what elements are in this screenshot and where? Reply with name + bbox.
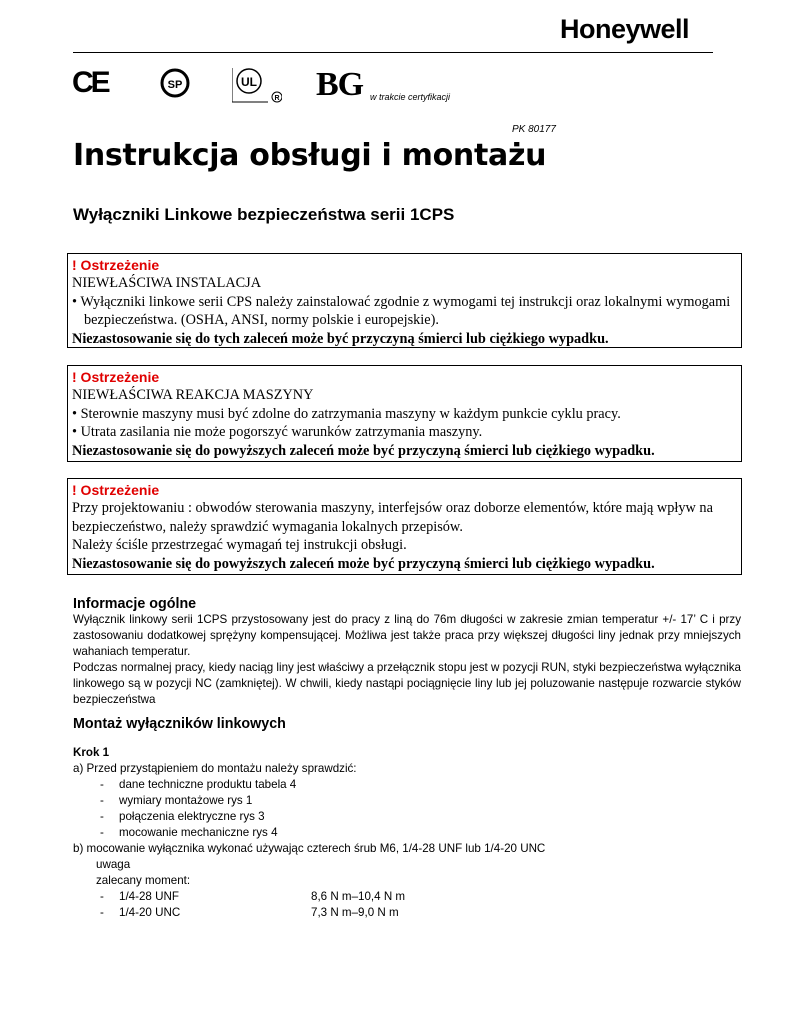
page-title: Instrukcja obsługi i montażu [73,138,547,173]
step-b: b) mocowanie wyłącznika wykonać używając czterech śrub M6, 1/4-28 UNF lub 1/4-20 UNC [73,842,546,855]
warning-box-machine-reaction [67,365,742,462]
check-item: mocowanie mechaniczne rys 4 [119,826,278,839]
dash: - [100,778,104,791]
check-item: połączenia elektryczne rys 3 [119,810,265,823]
warning-bullet: • Utrata zasilania nie może pogorszyć warunków zatrzymania maszyny. [72,424,483,440]
dash: - [100,906,104,919]
check-item: dane techniczne produktu tabela 4 [119,778,297,791]
ul-mark-icon [232,66,282,106]
warning-heading: ! Ostrzeżenie [72,369,160,385]
section-heading-mounting: Montaż wyłączników linkowych [73,716,286,732]
torque-thread: 1/4-28 UNF [119,890,179,903]
check-item: wymiary montażowe rys 1 [119,794,253,807]
honeywell-logo: Honeywell [560,14,690,44]
warning-box-installation [67,253,742,348]
general-paragraph-1: Wyłącznik linkowy serii 1CPS przystosowany jest do pracy z liną do 76m długości w zakresie zmian temperatur +/- 17’ C i przy zastosowaniu dodatkowej sprężyny kompensującej. Możliwa jest także praca przy większej długości liny jednak przy mniejszych wahaniach temperatur. [73,613,741,658]
doc-code: PK 80177 [512,124,556,135]
svg-text:R: R [274,95,280,102]
torque-label: zalecany moment: [96,874,191,887]
page-subtitle: Wyłączniki Linkowe bezpieczeństwa serii 1CPS [73,205,455,224]
torque-thread: 1/4-20 UNC [119,906,181,919]
dash: - [100,890,104,903]
step-label: Krok 1 [73,746,110,759]
section-heading-general: Informacje ogólne [73,596,197,612]
warning-heading: ! Ostrzeżenie [72,257,160,273]
dash: - [100,810,104,823]
svg-text:SP: SP [167,79,183,91]
torque-value: 8,6 N m–10,4 N m [311,890,406,903]
warning-caps: NIEWŁAŚCIWA INSTALACJA [72,275,262,291]
warning-bullet: • Sterownie maszyny musi być zdolne do zatrzymania maszyny w każdym punkcie cyklu pracy. [72,405,621,422]
note-label: uwaga [96,858,131,871]
warning-bullet-text: Utrata zasilania nie może pogorszyć warunków zatrzymania maszyny. [80,424,483,440]
header-rule [73,52,713,53]
warning-text: Przy projektowaniu : obwodów sterowania maszyny, interfejsów oraz doborze elementów, które mają wpływ na bezpieczeństwo, należy sprawdzić wymagania lokalnych przepisów. [72,500,713,535]
step-a: a) Przed przystąpieniem do montażu należy sprawdzić: [73,762,357,775]
svg-text:UL: UL [241,75,257,89]
warning-footer: Niezastosowanie się do tych zaleceń może być przyczyną śmierci lub ciężkiego wypadku. [72,330,609,347]
warning-text: Należy ściśle przestrzegać wymagań tej instrukcji obsługi. [72,537,407,553]
dash: - [100,826,104,839]
warning-footer: Niezastosowanie się do powyższych zaleceń może być przyczyną śmierci lub ciężkiego wypadku. [72,555,655,572]
general-paragraph-2: Podczas normalnej pracy, kiedy naciąg liny jest właściwy a przełącznik stopu jest w pozycji RUN, styki bezpieczeństwa wyłącznika linkowego są w pozycji NC (zamkniętej). W chwili, kiedy nastąpi pociągnięcie liny lub jej poluzowanie następuje rozwarcie styków bezpieczeństwa [73,661,741,706]
csa-mark-icon [160,68,190,98]
dash: - [100,794,104,807]
warning-bullet: • Wyłączniki linkowe serii CPS należy zainstalować zgodnie z wymogami tej instrukcji oraz lokalnymi wymogami bezpieczeństwa. (OSHA, ANSI, normy polskie i europejskie). [72,293,731,328]
warning-heading: ! Ostrzeżenie [72,482,160,498]
warning-bullet-text: Sterownie maszyny musi być zdolne do zatrzymania maszyny w każdym punkcie cyklu pracy. [80,405,621,422]
torque-value: 7,3 N m–9,0 N m [311,906,399,919]
warning-caps: NIEWŁAŚCIWA REAKCJA MASZYNY [72,387,314,403]
ce-mark: CE [72,66,108,99]
certification-note: w trakcie certyfikacji [370,92,451,102]
warning-bullet-text: Wyłączniki linkowe serii CPS należy zainstalować zgodnie z wymogami tej instrukcji oraz lokalnymi wymogami bezpieczeństwa. (OSHA, ANSI, normy polskie i europejskie). [80,293,731,328]
warning-box-design [67,478,742,575]
bg-mark: BG [316,66,364,103]
warning-footer: Niezastosowanie się do powyższych zaleceń może być przyczyną śmierci lub ciężkiego wypadku. [72,442,655,459]
